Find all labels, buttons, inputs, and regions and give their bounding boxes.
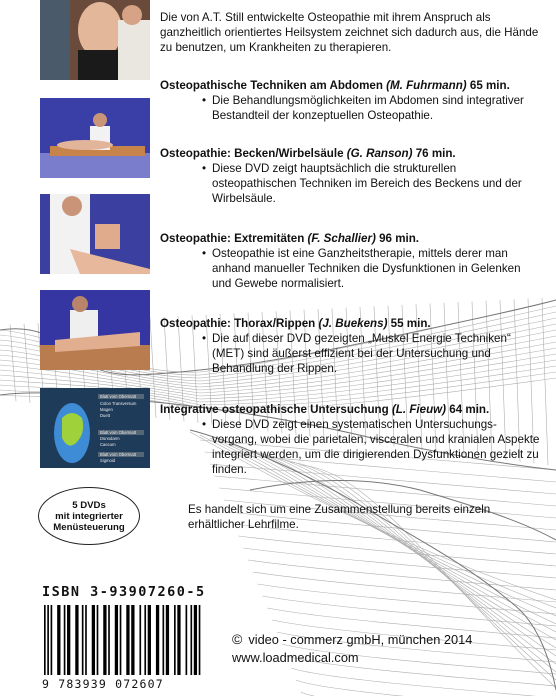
dvd-title: Osteopathie: Thorax/Rippen (J. Buekens) 55 min. bbox=[160, 317, 431, 330]
dvd-description: • Diese DVD zeigt hauptsächlich die strukturellen osteopathischen Techniken im Bereich des Beckens und der Wirbelsäule. bbox=[202, 161, 540, 206]
copyright-line: © video - commerz gmbH, münchen 2014 bbox=[232, 631, 473, 647]
menu-thumb-item: Duett bbox=[100, 413, 111, 418]
dvd-title: Osteopathische Techniken am Abdomen (M. Fuhrmann) 65 min. bbox=[160, 79, 510, 92]
menu-thumb-item: Sigmoid bbox=[100, 458, 116, 463]
badge-line: mit integrierter bbox=[55, 510, 123, 522]
dvd-title: Osteopathie: Becken/Wirbelsäule (G. Ranson) 76 min. bbox=[160, 147, 456, 160]
dvd-thumbnail-3 bbox=[40, 194, 150, 274]
intro-text: Die von A.T. Still entwickelte Osteopathie mit ihrem Anspruch als ganzheitlich orientiertes Heilsystem zeichnet sich dadurch aus, die Hände zu benutzen, um Krankheiten zu therapieren. bbox=[160, 11, 539, 54]
dvd-description: • Die auf dieser DVD gezeigten „Muskel Energie Techniken“ (MET) sind äußerst effizient bei der Untersuchung und Behandlung der Rippen. bbox=[202, 331, 540, 376]
dvd-description: • Osteopathie ist eine Ganzheitstherapie, mittels derer man anhand manueller Techniken die Dysfunktionen in Gelenken und Gewebe normalisiert. bbox=[202, 246, 540, 291]
menu-thumb-item: Dünndarm bbox=[100, 436, 120, 441]
barcode-number: 9 783939 072607 bbox=[42, 677, 164, 691]
menu-thumb-item: Blatt vom Obermatt bbox=[100, 430, 137, 435]
dvd-count-badge bbox=[38, 487, 140, 545]
badge-line: 5 DVDs bbox=[72, 499, 106, 511]
website-link[interactable]: www.loadmedical.com bbox=[232, 650, 359, 665]
dvd-thumbnail-5 bbox=[40, 388, 150, 468]
dvd-entry-3 bbox=[160, 231, 540, 291]
dvd-thumbnail-4 bbox=[40, 290, 150, 370]
menu-thumb-item: Blatt vom Obermatt bbox=[100, 394, 137, 399]
dvd-description: • Die Behandlungsmöglichkeiten im Abdomen sind integrativer Bestandteil der konzeptuellen Osteopathie. bbox=[202, 93, 540, 123]
dvd-title: Integrative osteopathische Untersuchung (L. Fieuw) 64 min. bbox=[160, 403, 490, 416]
menu-thumb-item: Magen bbox=[100, 407, 113, 412]
copyright-block bbox=[232, 630, 472, 667]
badge-line: Menüsteuerung bbox=[53, 521, 125, 533]
dvd-entry-2 bbox=[160, 146, 540, 206]
dvd-description: • Diese DVD zeigt einen systematischen Untersuchungs-vorgang, wobei die parietalen, visceralen und kranialen Aspekte integriert werden, um die dirigierenden Dysfunktionen gezielt zu finden. bbox=[202, 417, 540, 477]
menu-thumb-item: Colon Transversum bbox=[100, 401, 137, 406]
dvd-thumbnail-2 bbox=[40, 98, 150, 178]
summary-text: Es handelt sich um eine Zusammenstellung bereits einzeln erhältlicher Lehrfilme. bbox=[188, 503, 491, 531]
dvd-title: Osteopathie: Extremitäten (F. Schallier) 96 min. bbox=[160, 232, 420, 245]
menu-thumb-item: Blatt vom Obermatt bbox=[100, 452, 137, 457]
barcode bbox=[42, 605, 204, 675]
menu-thumb-item: Caecum bbox=[100, 442, 116, 447]
dvd-entry-4 bbox=[160, 316, 540, 376]
dvd-entry-5 bbox=[160, 402, 540, 477]
dvd-thumbnail-1 bbox=[40, 0, 150, 80]
isbn-number: ISBN 3-93907260-5 bbox=[42, 584, 206, 600]
copyright-icon: © bbox=[232, 631, 243, 647]
dvd-entry-1 bbox=[160, 78, 540, 123]
